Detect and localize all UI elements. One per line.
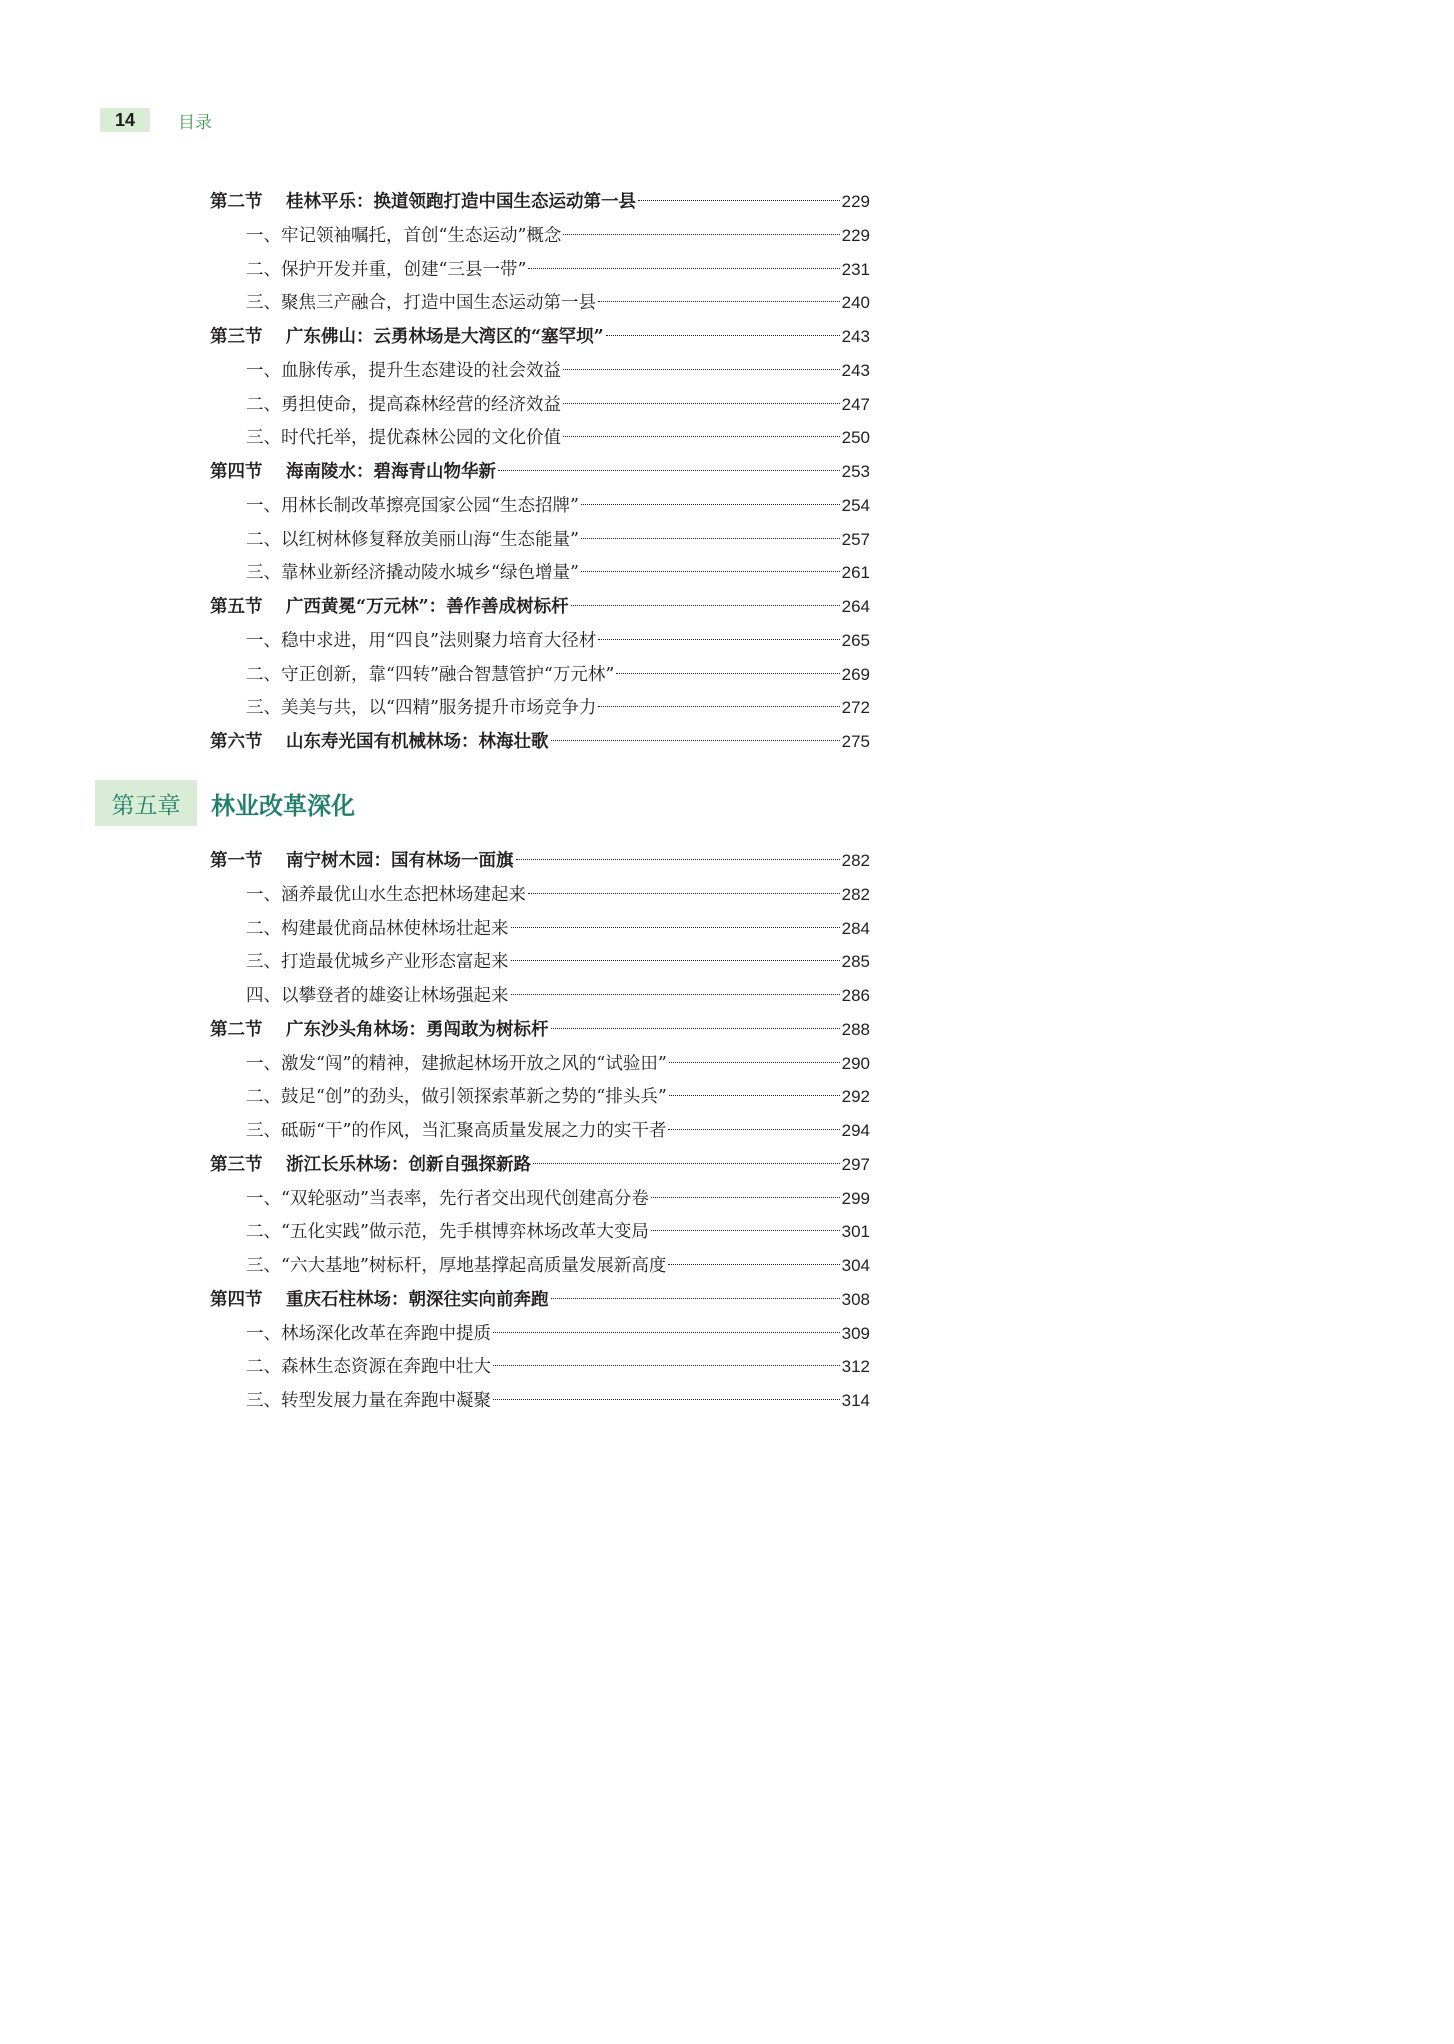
toc-entry-label bbox=[246, 220, 561, 254]
toc-entry-label bbox=[246, 980, 509, 1014]
toc-entry-title: 一、林场深化改革在奔跑中提质 bbox=[246, 1323, 491, 1344]
toc-subsection-entry[interactable] bbox=[210, 286, 870, 320]
toc-page-number: 308 bbox=[841, 1289, 870, 1309]
toc-entry-title: 山东寿光国有机械林场：林海壮歌 bbox=[286, 732, 549, 752]
toc-subsection-entry[interactable] bbox=[210, 1047, 870, 1081]
toc-page-number: 288 bbox=[841, 1019, 870, 1039]
toc-dot-leader bbox=[598, 301, 840, 302]
toc-entry-title: 三、聚焦三产融合，打造中国生态运动第一县 bbox=[246, 293, 596, 314]
toc-subsection-entry[interactable] bbox=[210, 1350, 870, 1384]
toc-dot-leader bbox=[551, 1028, 840, 1029]
toc-section-number: 第二节 bbox=[210, 192, 263, 212]
toc-dot-leader bbox=[511, 960, 840, 961]
toc-page-number: 309 bbox=[841, 1323, 870, 1343]
toc-page-number: 284 bbox=[841, 918, 870, 938]
toc-subsection-entry[interactable] bbox=[210, 691, 870, 725]
toc-section-entry[interactable] bbox=[210, 1148, 870, 1182]
toc-subsection-entry[interactable] bbox=[210, 253, 870, 287]
toc-dot-leader bbox=[651, 1197, 840, 1198]
toc-entry-title: 三、砥砺“干”的作风，当汇聚高质量发展之力的实干者 bbox=[246, 1121, 667, 1141]
toc-page-number: 304 bbox=[841, 1256, 870, 1275]
toc-entry-title: 桂林平乐：换道领跑打造中国生态运动第一县 bbox=[286, 192, 636, 212]
toc-page-number: 231 bbox=[841, 259, 870, 279]
toc-dot-leader bbox=[563, 436, 840, 437]
toc-dot-leader bbox=[606, 335, 840, 336]
toc-entry-title: 三、转型发展力量在奔跑中凝聚 bbox=[246, 1391, 491, 1411]
toc-page-number: 282 bbox=[841, 884, 870, 904]
toc-section-number: 第五节 bbox=[210, 597, 263, 617]
toc-entry-title: 南宁树木园：国有林场一面旗 bbox=[286, 851, 514, 871]
toc-subsection-entry[interactable] bbox=[210, 556, 870, 590]
toc-subsection-entry[interactable] bbox=[210, 388, 870, 422]
toc-page-number: 257 bbox=[841, 529, 870, 549]
toc-dot-leader bbox=[616, 673, 839, 674]
toc-entry-title: 三、打造最优城乡产业形态富起来 bbox=[246, 952, 509, 973]
toc-page-number: 253 bbox=[841, 462, 870, 481]
toc-dot-leader bbox=[493, 1365, 840, 1366]
toc-page-number: 292 bbox=[841, 1087, 870, 1107]
toc-entry-label bbox=[246, 287, 596, 321]
toc-entry-title: 三、美美与共，以“四精”服务提升市场竞争力 bbox=[246, 698, 597, 719]
toc-entry-title: 三、“六大基地”树标杆，厚地基撑起高质量发展新高度 bbox=[246, 1256, 667, 1276]
toc-entry-label bbox=[246, 1115, 666, 1149]
toc-section-number: 第一节 bbox=[210, 851, 263, 871]
toc-entry-label bbox=[246, 557, 579, 591]
toc-dot-leader bbox=[651, 1230, 840, 1231]
toc-subsection-entry[interactable] bbox=[210, 624, 870, 658]
toc-subsection-entry[interactable] bbox=[210, 1317, 870, 1351]
toc-section-number: 第六节 bbox=[210, 732, 263, 752]
toc-dot-leader bbox=[668, 1129, 839, 1130]
toc-subsection-entry[interactable] bbox=[210, 878, 870, 912]
toc-entry-title: 一、“双轮驱动”当表率，先行者交出现代创建高分卷 bbox=[246, 1188, 649, 1209]
toc-page-number: 290 bbox=[841, 1053, 870, 1073]
toc-page-number: 299 bbox=[841, 1188, 870, 1208]
toc-page-number: 272 bbox=[841, 698, 870, 718]
toc-page-number: 275 bbox=[841, 732, 870, 751]
toc-entry-title: 三、时代托举，提优森林公园的文化价值 bbox=[246, 428, 561, 449]
toc-dot-leader bbox=[581, 571, 840, 572]
toc-subsection-entry[interactable] bbox=[210, 912, 870, 946]
toc-dot-leader bbox=[598, 639, 839, 640]
toc-subsection-entry[interactable] bbox=[210, 421, 870, 455]
toc-page-number: 282 bbox=[841, 851, 870, 870]
toc-entry-label bbox=[210, 1014, 549, 1048]
toc-dot-leader bbox=[498, 470, 840, 471]
toc-entry-label bbox=[210, 186, 636, 220]
toc-entry-title: 四、以攀登者的雄姿让林场强起来 bbox=[246, 986, 509, 1006]
toc-page-number: 314 bbox=[841, 1391, 870, 1410]
toc-page-number: 254 bbox=[841, 495, 870, 515]
toc-section-number: 第三节 bbox=[210, 1154, 263, 1175]
toc-section-number: 第四节 bbox=[210, 1289, 263, 1310]
toc-entry-title: 浙江长乐林场：创新自强探新路 bbox=[286, 1154, 531, 1175]
toc-entry-label bbox=[246, 1048, 667, 1082]
toc-page-number: 301 bbox=[841, 1222, 870, 1242]
toc-entry-title: 一、牢记领袖嘱托，首创“生态运动”概念 bbox=[246, 225, 562, 246]
toc-dot-leader bbox=[493, 1332, 840, 1333]
toc-entry-label bbox=[246, 524, 579, 558]
toc-entry-label bbox=[246, 625, 596, 659]
toc-entry-title: 二、守正创新，靠“四转”融合智慧管护“万元林” bbox=[246, 664, 615, 685]
chapter-title: 林业改革深化 bbox=[211, 791, 355, 820]
toc-page-number: 294 bbox=[841, 1121, 870, 1140]
toc-entry-label bbox=[210, 1284, 549, 1318]
toc-entry-label bbox=[210, 1149, 531, 1183]
toc-dot-leader bbox=[598, 706, 839, 707]
toc-entry-label bbox=[246, 1385, 491, 1419]
toc-dot-leader bbox=[563, 369, 840, 370]
toc-entry-label bbox=[210, 456, 496, 490]
toc-subsection-entry[interactable] bbox=[210, 354, 870, 388]
toc-page-number: 312 bbox=[841, 1357, 870, 1377]
toc-entry-label bbox=[246, 254, 526, 288]
toc-dot-leader bbox=[511, 994, 840, 995]
toc-entry-title: 广东佛山：云勇林场是大湾区的“塞罕坝” bbox=[286, 327, 604, 347]
page-header bbox=[100, 108, 212, 132]
toc-entry-title: 重庆石柱林场：朝深往实向前奔跑 bbox=[286, 1289, 549, 1310]
toc-entry-title: 二、森林生态资源在奔跑中壮大 bbox=[246, 1357, 491, 1378]
toc-subsection-entry[interactable] bbox=[210, 1182, 870, 1216]
toc-page-number: 297 bbox=[841, 1154, 870, 1174]
toc-section-entry[interactable] bbox=[210, 844, 870, 878]
toc-entry-label bbox=[210, 845, 514, 879]
toc-entry-label bbox=[246, 355, 561, 389]
toc-subsection-entry[interactable] bbox=[210, 523, 870, 557]
toc-entry-title: 一、稳中求进，用“四良”法则聚力培育大径材 bbox=[246, 630, 597, 651]
running-header-title: 目录 bbox=[178, 112, 212, 133]
toc-subsection-entry[interactable] bbox=[210, 219, 870, 253]
toc-section-entry[interactable] bbox=[210, 1013, 870, 1047]
toc-entry-label bbox=[246, 1351, 491, 1385]
toc-entry-label bbox=[210, 321, 604, 355]
chapter-number: 第五章 bbox=[95, 780, 197, 826]
toc-page-number: 229 bbox=[841, 192, 870, 211]
toc-dot-leader bbox=[669, 1095, 840, 1096]
toc-page-number: 269 bbox=[841, 664, 870, 684]
toc-dot-leader bbox=[571, 605, 840, 606]
toc-entry-title: 一、用林长制改革擦亮国家公园“生态招牌” bbox=[246, 495, 579, 516]
toc-page-number: 229 bbox=[841, 225, 870, 245]
toc-entry-label bbox=[246, 1318, 491, 1352]
toc-list-part2 bbox=[210, 844, 870, 1418]
toc-dot-leader bbox=[581, 538, 840, 539]
toc-entry-title: 一、激发“闯”的精神，建掀起林场开放之风的“试验田” bbox=[246, 1053, 667, 1074]
toc-list-part1 bbox=[210, 185, 870, 759]
toc-entry-label bbox=[210, 726, 549, 760]
toc-dot-leader bbox=[528, 268, 839, 269]
toc-dot-leader bbox=[668, 1264, 839, 1265]
toc-entry-label bbox=[246, 659, 614, 693]
toc-subsection-entry[interactable] bbox=[210, 1215, 870, 1249]
toc-section-entry[interactable] bbox=[210, 590, 870, 624]
toc-entry-label bbox=[246, 1250, 666, 1284]
toc-entry-label bbox=[246, 490, 579, 524]
page-number: 14 bbox=[100, 108, 150, 132]
toc-entry-label bbox=[246, 692, 596, 726]
toc-section-entry[interactable] bbox=[210, 725, 870, 759]
toc-entry-title: 二、鼓足“创”的劲头，做引领探索革新之势的“排头兵” bbox=[246, 1087, 667, 1108]
toc-entry-label bbox=[246, 946, 509, 980]
toc-page-number: 265 bbox=[841, 630, 870, 650]
toc-section-entry[interactable] bbox=[210, 185, 870, 219]
toc-subsection-entry[interactable] bbox=[210, 1249, 870, 1283]
toc-dot-leader bbox=[563, 403, 840, 404]
toc-page-number: 240 bbox=[841, 293, 870, 313]
toc-page-number: 285 bbox=[841, 952, 870, 972]
toc-entry-label bbox=[246, 422, 561, 456]
chapter-heading bbox=[95, 780, 355, 826]
toc-dot-leader bbox=[638, 200, 840, 201]
toc-dot-leader bbox=[533, 1163, 840, 1164]
toc-entry-title: 海南陵水：碧海青山物华新 bbox=[286, 462, 496, 482]
toc-page-number: 261 bbox=[841, 563, 870, 583]
toc-entry-title: 二、“五化实践”做示范，先手棋博弈林场改革大变局 bbox=[246, 1222, 649, 1243]
toc-dot-leader bbox=[669, 1062, 840, 1063]
toc-entry-label bbox=[210, 591, 569, 625]
toc-entry-title: 一、涵养最优山水生态把林场建起来 bbox=[246, 884, 526, 905]
toc-page-number: 247 bbox=[841, 394, 870, 414]
toc-entry-title: 广东沙头角林场：勇闯敢为树标杆 bbox=[286, 1019, 549, 1040]
toc-entry-label bbox=[246, 389, 561, 423]
toc-page-number: 264 bbox=[841, 597, 870, 616]
toc-entry-title: 二、保护开发并重，创建“三县一带” bbox=[246, 259, 527, 280]
toc-entry-title: 二、勇担使命，提高森林经营的经济效益 bbox=[246, 394, 561, 415]
toc-page-number: 243 bbox=[841, 360, 870, 380]
toc-entry-label bbox=[246, 1081, 667, 1115]
toc-entry-title: 二、构建最优商品林使林场壮起来 bbox=[246, 918, 509, 939]
toc-page-number: 243 bbox=[841, 327, 870, 346]
toc-subsection-entry[interactable] bbox=[210, 979, 870, 1013]
toc-subsection-entry[interactable] bbox=[210, 1384, 870, 1418]
toc-dot-leader bbox=[551, 1298, 840, 1299]
toc-entry-label bbox=[246, 1183, 649, 1217]
toc-entry-label bbox=[246, 1216, 649, 1250]
toc-section-number: 第二节 bbox=[210, 1019, 263, 1040]
toc-entry-title: 三、靠林业新经济撬动陵水城乡“绿色增量” bbox=[246, 563, 579, 584]
toc-page-number: 250 bbox=[841, 428, 870, 448]
toc-section-entry[interactable] bbox=[210, 455, 870, 489]
toc-dot-leader bbox=[551, 740, 840, 741]
toc-section-entry[interactable] bbox=[210, 320, 870, 354]
toc-entry-label bbox=[246, 913, 509, 947]
toc-subsection-entry[interactable] bbox=[210, 1080, 870, 1114]
toc-section-number: 第四节 bbox=[210, 462, 263, 482]
toc-dot-leader bbox=[511, 927, 840, 928]
toc-dot-leader bbox=[563, 234, 839, 235]
toc-dot-leader bbox=[581, 504, 840, 505]
toc-entry-title: 一、血脉传承，提升生态建设的社会效益 bbox=[246, 360, 561, 381]
toc-page-number: 286 bbox=[841, 986, 870, 1005]
toc-subsection-entry[interactable] bbox=[210, 945, 870, 979]
toc-entry-label bbox=[246, 879, 526, 913]
toc-section-entry[interactable] bbox=[210, 1283, 870, 1317]
toc-entry-title: 二、以红树林修复释放美丽山海“生态能量” bbox=[246, 529, 579, 550]
toc-dot-leader bbox=[528, 893, 840, 894]
toc-section-number: 第三节 bbox=[210, 327, 263, 347]
toc-subsection-entry[interactable] bbox=[210, 658, 870, 692]
toc-dot-leader bbox=[493, 1399, 840, 1400]
toc-entry-title: 广西黄冕“万元林”：善作善成树标杆 bbox=[286, 597, 569, 617]
toc-subsection-entry[interactable] bbox=[210, 1114, 870, 1148]
toc-dot-leader bbox=[516, 859, 840, 860]
toc-subsection-entry[interactable] bbox=[210, 489, 870, 523]
